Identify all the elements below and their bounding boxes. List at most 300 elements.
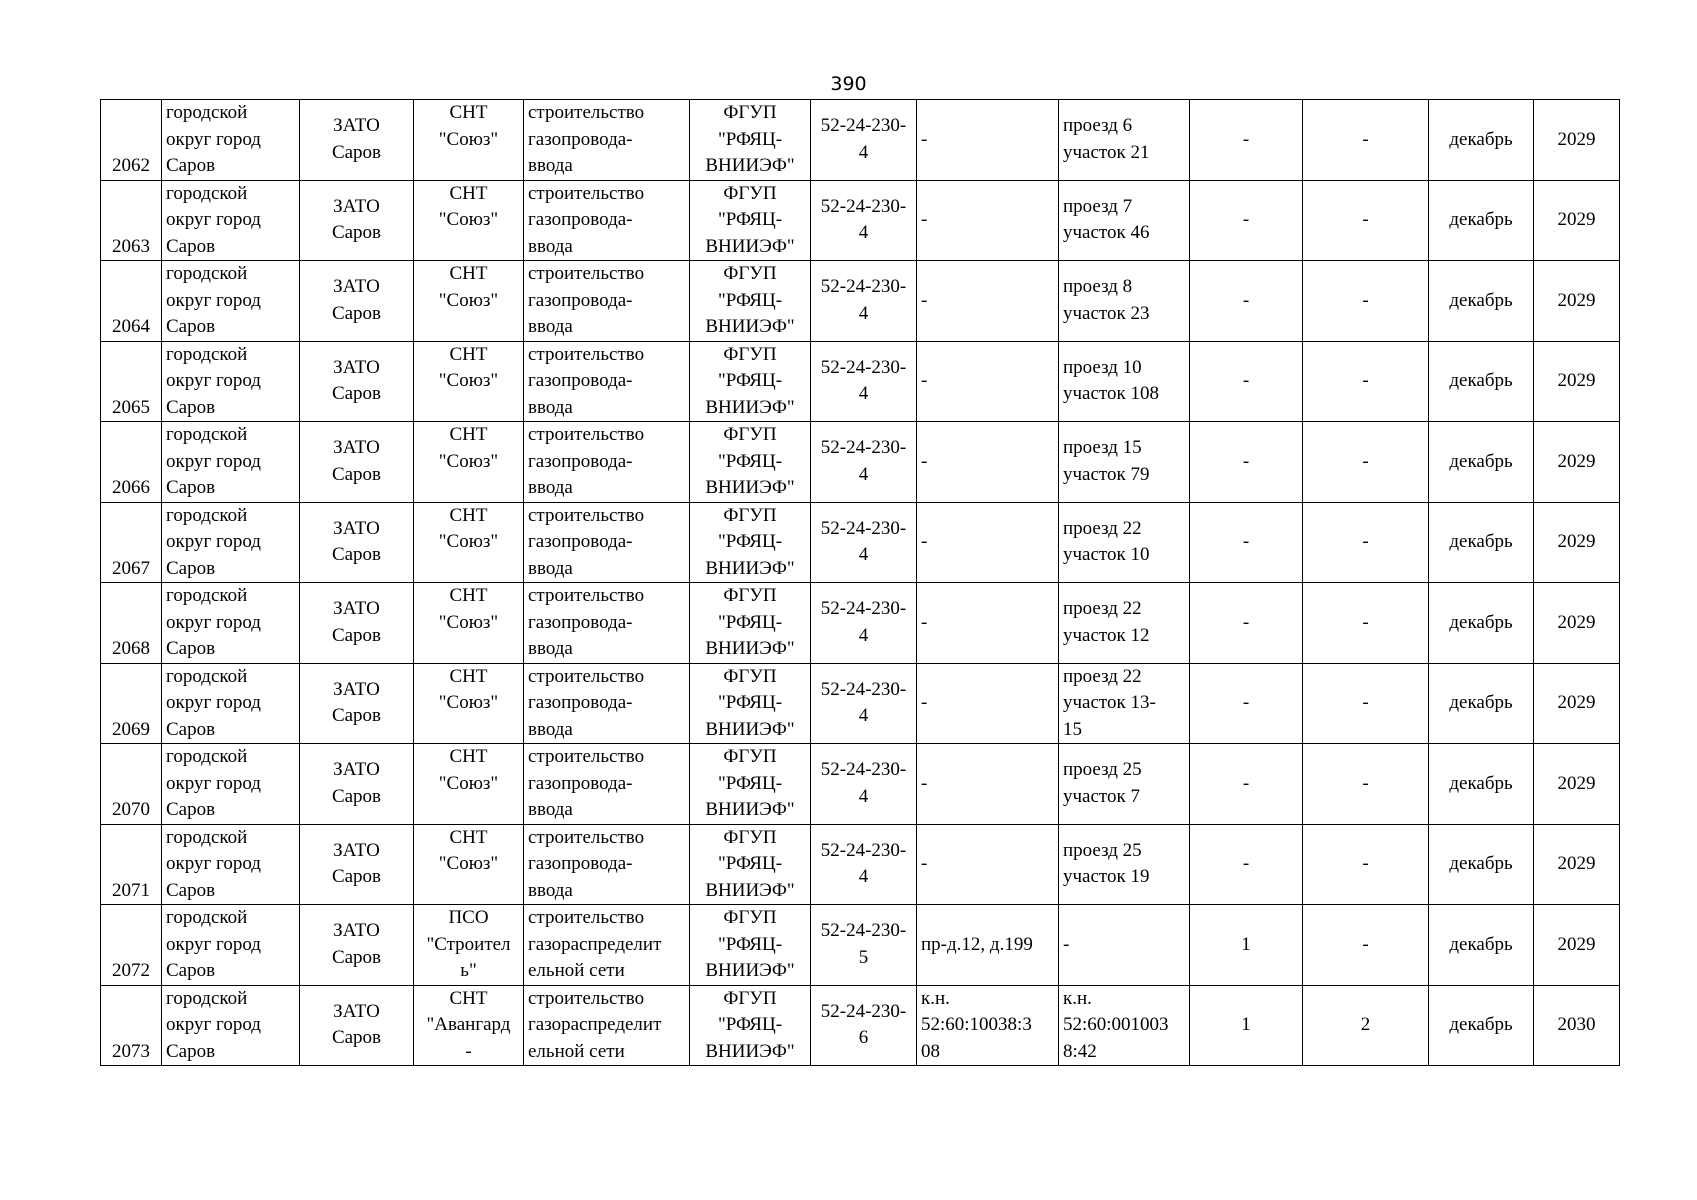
cell-zato <box>300 422 414 503</box>
cell-work <box>524 100 690 181</box>
cell-snt <box>414 583 524 664</box>
cell-organization-line: ФГУП <box>723 504 777 526</box>
cell-code <box>811 100 917 181</box>
cell-address <box>917 663 1059 744</box>
cell-code <box>811 985 917 1066</box>
cell-work-line: строительство <box>528 665 645 687</box>
cell-count-1: - <box>1190 180 1303 261</box>
table-body <box>101 100 1620 1066</box>
cell-plot-line: 8:42 <box>1063 1040 1097 1062</box>
cell-snt <box>414 422 524 503</box>
cell-organization-line: ФГУП <box>723 746 777 767</box>
cell-organization-line: "РФЯЦ- <box>717 853 783 874</box>
cell-zato-line: Саров <box>331 141 382 163</box>
cell-work-line: ввода <box>528 638 573 659</box>
cell-count-2: - <box>1303 663 1429 744</box>
cell-work-line: газопровода- <box>528 531 633 552</box>
cell-district <box>162 824 300 905</box>
cell-month: декабрь <box>1429 583 1534 664</box>
cell-organization-line: "РФЯЦ- <box>717 531 783 552</box>
cell-district-line: Саров <box>166 235 216 257</box>
cell-code-line: 52-24-230- <box>820 678 907 700</box>
cell-plot <box>1059 824 1190 905</box>
cell-organization-line: ФГУП <box>723 102 777 123</box>
cell-year: 2030 <box>1534 985 1620 1066</box>
cell-code <box>811 824 917 905</box>
cell-plot-line: проезд 15 <box>1063 437 1142 459</box>
cell-count-2: 2 <box>1303 985 1429 1066</box>
cell-zato <box>300 905 414 986</box>
cell-number: 2072 <box>101 905 162 986</box>
table-row <box>101 663 1620 744</box>
cell-zato-line: Саров <box>331 544 382 566</box>
cell-organization-line: "РФЯЦ- <box>717 772 783 794</box>
table-row <box>101 180 1620 261</box>
cell-district-line: округ город <box>166 853 261 874</box>
cell-district-line: городской <box>166 665 248 687</box>
cell-work-line: ввода <box>528 235 573 257</box>
cell-address-line: - <box>921 531 928 552</box>
cell-zato-line: Саров <box>331 866 382 888</box>
table-row <box>101 583 1620 664</box>
cell-work-line: газораспределит <box>528 1014 662 1035</box>
cell-district <box>162 341 300 422</box>
cell-code-line: 4 <box>858 222 869 244</box>
cell-address <box>917 824 1059 905</box>
cell-plot-line: проезд 10 <box>1063 356 1142 378</box>
cell-plot <box>1059 422 1190 503</box>
cell-snt <box>414 663 524 744</box>
cell-snt-line: ь" <box>460 960 477 981</box>
cell-organization-line: ВНИИЭФ" <box>705 396 795 418</box>
cell-organization <box>690 583 811 664</box>
cell-district <box>162 663 300 744</box>
cell-count-1: - <box>1190 824 1303 905</box>
cell-code <box>811 502 917 583</box>
cell-number: 2070 <box>101 744 162 825</box>
cell-plot-line: участок 19 <box>1063 866 1150 888</box>
cell-plot-line: участок 7 <box>1063 785 1140 807</box>
cell-code <box>811 422 917 503</box>
cell-zato <box>300 502 414 583</box>
cell-district-line: округ город <box>166 1014 261 1035</box>
cell-district-line: городской <box>166 424 248 445</box>
cell-month: декабрь <box>1429 985 1534 1066</box>
cell-organization-line: ВНИИЭФ" <box>705 235 795 257</box>
cell-zato <box>300 663 414 744</box>
cell-work <box>524 583 690 664</box>
cell-snt-line: СНТ <box>449 746 488 767</box>
cell-code-line: 52-24-230- <box>820 356 907 378</box>
cell-organization-line: ФГУП <box>723 665 777 687</box>
cell-organization <box>690 261 811 342</box>
cell-code-line: 52-24-230- <box>820 598 907 620</box>
cell-address <box>917 502 1059 583</box>
cell-code <box>811 180 917 261</box>
cell-plot-line: 15 <box>1063 718 1082 740</box>
cell-snt <box>414 824 524 905</box>
cell-address-line: - <box>921 128 928 150</box>
cell-count-1: - <box>1190 583 1303 664</box>
cell-work <box>524 824 690 905</box>
cell-code-line: 52-24-230- <box>820 759 907 781</box>
cell-snt-line: СНТ <box>449 343 488 365</box>
cell-district-line: округ город <box>166 772 261 794</box>
cell-organization-line: "РФЯЦ- <box>717 1014 783 1035</box>
cell-district-line: округ город <box>166 128 261 150</box>
cell-plot <box>1059 905 1190 986</box>
cell-work <box>524 905 690 986</box>
cell-address-line: - <box>921 209 928 230</box>
cell-work-line: строительство <box>528 987 645 1009</box>
cell-organization <box>690 985 811 1066</box>
cell-snt-line: "Союз" <box>438 531 499 552</box>
cell-address <box>917 985 1059 1066</box>
cell-snt-line: "Строител <box>426 933 511 955</box>
cell-code-line: 52-24-230- <box>820 920 907 942</box>
cell-snt-line: "Союз" <box>438 128 499 150</box>
cell-month: декабрь <box>1429 502 1534 583</box>
cell-count-2: - <box>1303 824 1429 905</box>
cell-work-line: строительство <box>528 182 645 204</box>
cell-zato-line: ЗАТО <box>333 839 380 861</box>
cell-number: 2065 <box>101 341 162 422</box>
cell-snt-line: "Союз" <box>438 289 499 311</box>
cell-snt-line: СНТ <box>449 665 488 687</box>
cell-zato-line: ЗАТО <box>333 920 380 942</box>
cell-code-line: 4 <box>858 785 869 807</box>
cell-work-line: газопровода- <box>528 450 633 472</box>
cell-work-line: ввода <box>528 718 573 740</box>
cell-district-line: городской <box>166 907 248 928</box>
cell-district-line: округ город <box>166 450 261 472</box>
cell-zato <box>300 583 414 664</box>
cell-organization-line: ФГУП <box>723 826 777 848</box>
cell-work-line: строительство <box>528 102 645 123</box>
cell-work-line: газопровода- <box>528 692 633 713</box>
cell-plot-line: участок 21 <box>1063 141 1150 163</box>
cell-zato <box>300 744 414 825</box>
cell-district <box>162 502 300 583</box>
cell-code-line: 4 <box>858 302 869 324</box>
table-row <box>101 905 1620 986</box>
cell-zato-line: ЗАТО <box>333 1000 380 1022</box>
cell-plot <box>1059 341 1190 422</box>
cell-work-line: строительство <box>528 907 645 928</box>
cell-work <box>524 502 690 583</box>
cell-work-line: ельной сети <box>528 1040 625 1062</box>
cell-district <box>162 905 300 986</box>
cell-zato-line: Саров <box>331 785 382 807</box>
cell-year: 2029 <box>1534 583 1620 664</box>
cell-code-line: 4 <box>858 383 869 405</box>
cell-district <box>162 261 300 342</box>
cell-address <box>917 180 1059 261</box>
cell-address-line: к.н. <box>921 987 950 1009</box>
cell-code <box>811 905 917 986</box>
cell-code-line: 52-24-230- <box>820 115 907 137</box>
cell-month: декабрь <box>1429 180 1534 261</box>
cell-snt-line: СНТ <box>449 504 488 526</box>
cell-code-line: 52-24-230- <box>820 195 907 217</box>
cell-count-2: - <box>1303 744 1429 825</box>
cell-organization-line: ФГУП <box>723 263 777 284</box>
cell-work-line: ввода <box>528 396 573 418</box>
cell-count-2: - <box>1303 422 1429 503</box>
cell-month: декабрь <box>1429 100 1534 181</box>
page-number: 390 <box>830 73 867 95</box>
cell-code-line: 5 <box>858 946 869 968</box>
cell-organization-line: "РФЯЦ- <box>717 209 783 230</box>
cell-number: 2062 <box>101 100 162 181</box>
cell-organization-line: "РФЯЦ- <box>717 128 783 150</box>
cell-zato <box>300 180 414 261</box>
cell-organization-line: ВНИИЭФ" <box>705 1040 795 1062</box>
cell-count-2: - <box>1303 583 1429 664</box>
cell-plot <box>1059 180 1190 261</box>
cell-snt-line: СНТ <box>449 585 488 606</box>
table-row <box>101 100 1620 181</box>
cell-zato <box>300 985 414 1066</box>
table-row <box>101 985 1620 1066</box>
cell-district-line: Саров <box>166 396 216 418</box>
cell-number: 2064 <box>101 261 162 342</box>
cell-work-line: газопровода- <box>528 611 633 633</box>
cell-snt <box>414 261 524 342</box>
cell-district-line: Саров <box>166 960 216 981</box>
cell-organization-line: ФГУП <box>723 987 777 1009</box>
cell-address-line: - <box>921 370 928 391</box>
cell-snt-line: - <box>465 1040 472 1062</box>
cell-plot-line: проезд 6 <box>1063 115 1133 137</box>
cell-address-line: - <box>921 692 928 713</box>
cell-count-2: - <box>1303 261 1429 342</box>
cell-code <box>811 663 917 744</box>
cell-district-line: Саров <box>166 638 216 659</box>
cell-district <box>162 422 300 503</box>
cell-district-line: городской <box>166 182 248 204</box>
cell-count-2: - <box>1303 905 1429 986</box>
cell-snt-line: СНТ <box>449 826 488 848</box>
cell-count-1: - <box>1190 502 1303 583</box>
cell-code-line: 52-24-230- <box>820 1000 907 1022</box>
cell-snt-line: "Авангард <box>426 1014 511 1035</box>
cell-organization <box>690 905 811 986</box>
cell-code <box>811 583 917 664</box>
cell-work <box>524 341 690 422</box>
cell-organization <box>690 824 811 905</box>
cell-address-line: - <box>921 611 928 633</box>
cell-work-line: ввода <box>528 155 573 176</box>
cell-plot <box>1059 261 1190 342</box>
cell-year: 2029 <box>1534 744 1620 825</box>
cell-district-line: городской <box>166 585 248 606</box>
cell-district-line: округ город <box>166 692 261 713</box>
cell-zato <box>300 341 414 422</box>
cell-zato-line: ЗАТО <box>333 437 380 459</box>
cell-address-line: 08 <box>921 1040 940 1062</box>
cell-organization <box>690 502 811 583</box>
cell-district-line: городской <box>166 826 248 848</box>
cell-zato-line: ЗАТО <box>333 598 380 620</box>
cell-plot-line: проезд 22 <box>1063 598 1142 620</box>
cell-organization-line: ВНИИЭФ" <box>705 879 795 901</box>
cell-zato-line: ЗАТО <box>333 195 380 217</box>
cell-work-line: строительство <box>528 746 645 767</box>
cell-plot-line: проезд 25 <box>1063 839 1142 861</box>
cell-zato-line: ЗАТО <box>333 759 380 781</box>
cell-organization-line: "РФЯЦ- <box>717 611 783 633</box>
cell-zato-line: Саров <box>331 705 382 727</box>
cell-district <box>162 583 300 664</box>
cell-snt <box>414 744 524 825</box>
cell-zato-line: Саров <box>331 222 382 244</box>
cell-address-line: - <box>921 853 928 874</box>
cell-district-line: округ город <box>166 370 261 391</box>
cell-snt <box>414 985 524 1066</box>
cell-plot-line: участок 79 <box>1063 463 1150 485</box>
cell-plot-line: - <box>1063 933 1070 955</box>
cell-address-line: - <box>921 450 928 472</box>
cell-plot-line: к.н. <box>1063 987 1092 1009</box>
cell-work-line: ельной сети <box>528 960 625 981</box>
cell-district-line: Саров <box>166 799 216 820</box>
cell-number: 2063 <box>101 180 162 261</box>
registry-table <box>100 99 1620 1066</box>
cell-work <box>524 985 690 1066</box>
cell-plot-line: проезд 25 <box>1063 759 1142 781</box>
cell-work-line: строительство <box>528 263 645 284</box>
cell-address <box>917 261 1059 342</box>
cell-work-line: строительство <box>528 424 645 445</box>
cell-month: декабрь <box>1429 341 1534 422</box>
cell-number: 2073 <box>101 985 162 1066</box>
cell-plot-line: 52:60:001003 <box>1063 1014 1169 1035</box>
cell-month: декабрь <box>1429 261 1534 342</box>
cell-work-line: строительство <box>528 504 645 526</box>
cell-zato <box>300 100 414 181</box>
cell-organization <box>690 422 811 503</box>
cell-snt <box>414 341 524 422</box>
cell-address <box>917 905 1059 986</box>
cell-number: 2068 <box>101 583 162 664</box>
cell-work-line: ввода <box>528 557 573 579</box>
cell-address-line: - <box>921 289 928 311</box>
cell-plot-line: участок 10 <box>1063 544 1150 566</box>
cell-address-line: - <box>921 772 928 794</box>
cell-year: 2029 <box>1534 100 1620 181</box>
cell-plot-line: проезд 22 <box>1063 665 1142 687</box>
cell-count-2: - <box>1303 180 1429 261</box>
cell-count-1: - <box>1190 422 1303 503</box>
table-row <box>101 744 1620 825</box>
cell-district <box>162 180 300 261</box>
cell-organization-line: ВНИИЭФ" <box>705 799 795 820</box>
cell-district-line: Саров <box>166 477 216 498</box>
cell-zato-line: Саров <box>331 1027 382 1049</box>
cell-district-line: городской <box>166 263 248 284</box>
cell-organization <box>690 744 811 825</box>
cell-district-line: Саров <box>166 155 216 176</box>
cell-organization <box>690 663 811 744</box>
cell-snt-line: ПСО <box>448 907 489 928</box>
cell-work <box>524 744 690 825</box>
cell-organization <box>690 100 811 181</box>
cell-number: 2071 <box>101 824 162 905</box>
cell-work-line: строительство <box>528 826 645 848</box>
cell-snt-line: "Союз" <box>438 772 499 794</box>
cell-month: декабрь <box>1429 422 1534 503</box>
cell-organization-line: "РФЯЦ- <box>717 370 783 391</box>
cell-number: 2069 <box>101 663 162 744</box>
cell-organization-line: "РФЯЦ- <box>717 289 783 311</box>
cell-organization-line: ФГУП <box>723 424 777 445</box>
cell-work-line: строительство <box>528 343 645 365</box>
cell-organization-line: ФГУП <box>723 343 777 365</box>
cell-count-2: - <box>1303 100 1429 181</box>
cell-organization-line: ФГУП <box>723 907 777 928</box>
cell-plot-line: проезд 22 <box>1063 517 1142 539</box>
cell-work <box>524 180 690 261</box>
cell-work-line: ввода <box>528 799 573 820</box>
cell-work-line: газопровода- <box>528 853 633 874</box>
cell-month: декабрь <box>1429 824 1534 905</box>
cell-year: 2029 <box>1534 905 1620 986</box>
table-row <box>101 502 1620 583</box>
cell-plot-line: участок 108 <box>1063 383 1159 405</box>
cell-month: декабрь <box>1429 905 1534 986</box>
cell-plot-line: участок 12 <box>1063 624 1150 646</box>
cell-zato-line: Саров <box>331 946 382 968</box>
cell-count-1: 1 <box>1190 905 1303 986</box>
cell-district <box>162 100 300 181</box>
cell-address-line: 52:60:10038:3 <box>921 1014 1032 1035</box>
cell-plot <box>1059 985 1190 1066</box>
cell-month: декабрь <box>1429 663 1534 744</box>
cell-organization-line: ВНИИЭФ" <box>705 477 795 498</box>
cell-district-line: городской <box>166 746 248 767</box>
cell-organization-line: ВНИИЭФ" <box>705 155 795 176</box>
cell-organization <box>690 180 811 261</box>
cell-district-line: городской <box>166 102 248 123</box>
cell-district-line: Саров <box>166 718 216 740</box>
cell-address <box>917 100 1059 181</box>
cell-year: 2029 <box>1534 824 1620 905</box>
cell-snt-line: СНТ <box>449 102 488 123</box>
cell-zato-line: ЗАТО <box>333 678 380 700</box>
cell-snt-line: "Союз" <box>438 611 499 633</box>
cell-work-line: газопровода- <box>528 370 633 391</box>
cell-district-line: Саров <box>166 557 216 579</box>
cell-snt <box>414 502 524 583</box>
cell-plot-line: проезд 8 <box>1063 276 1133 298</box>
cell-snt-line: "Союз" <box>438 370 499 391</box>
cell-zato-line: ЗАТО <box>333 276 380 298</box>
cell-count-1: - <box>1190 261 1303 342</box>
cell-organization-line: ВНИИЭФ" <box>705 960 795 981</box>
cell-snt-line: СНТ <box>449 987 488 1009</box>
cell-zato-line: Саров <box>331 463 382 485</box>
cell-work-line: газопровода- <box>528 128 633 150</box>
table-row <box>101 824 1620 905</box>
cell-count-2: - <box>1303 502 1429 583</box>
cell-district-line: Саров <box>166 316 216 337</box>
cell-address <box>917 583 1059 664</box>
cell-plot <box>1059 583 1190 664</box>
cell-organization-line: "РФЯЦ- <box>717 692 783 713</box>
cell-district <box>162 744 300 825</box>
cell-organization-line: "РФЯЦ- <box>717 450 783 472</box>
